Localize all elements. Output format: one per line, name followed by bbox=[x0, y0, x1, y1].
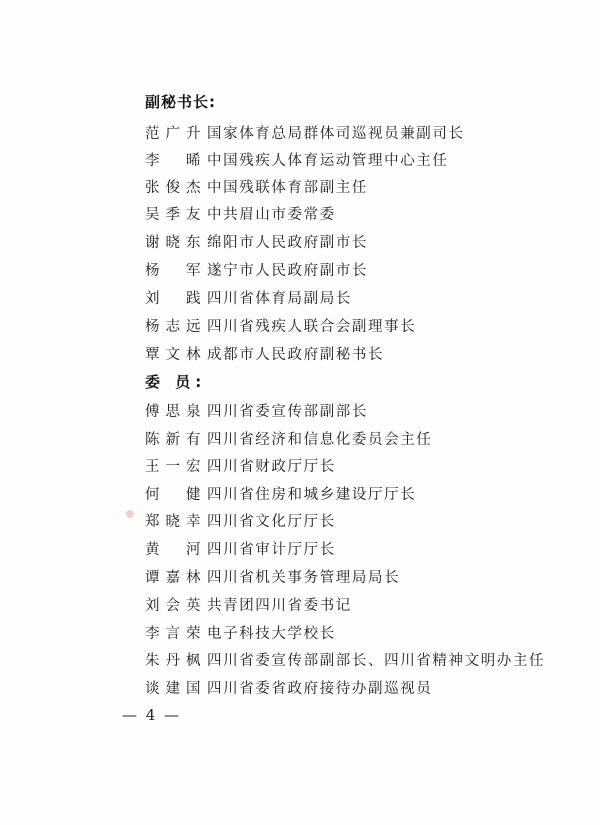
member-name: 王一宏 bbox=[145, 459, 201, 475]
member-title: 共青团四川省委书记 bbox=[207, 598, 352, 614]
member-title: 成都市人民政府副秘书长 bbox=[207, 347, 385, 363]
member-title: 四川省审计厅厅长 bbox=[207, 542, 336, 558]
member-title: 四川省体育局副局长 bbox=[207, 291, 352, 307]
member-title: 遂宁市人民政府副市长 bbox=[207, 263, 368, 279]
member-title: 中共眉山市委常委 bbox=[207, 207, 336, 223]
section-heading-members: 委 员: bbox=[145, 373, 207, 391]
member-title: 国家体育总局群体司巡视员兼副司长 bbox=[207, 126, 465, 142]
member-name: 李言荣 bbox=[145, 626, 201, 642]
member-name: 刘践 bbox=[145, 291, 201, 307]
member-title: 四川省机关事务管理局局长 bbox=[207, 570, 401, 586]
member-title: 四川省住房和城乡建设厅厅长 bbox=[207, 487, 417, 503]
member-name: 李晞 bbox=[145, 153, 201, 169]
member-name: 傅思泉 bbox=[145, 404, 201, 420]
member-name: 陈新有 bbox=[145, 432, 201, 448]
member-name: 范广升 bbox=[145, 126, 201, 142]
member-name: 杨志远 bbox=[145, 319, 201, 335]
member-name: 何健 bbox=[145, 487, 201, 503]
member-name: 谈建国 bbox=[145, 681, 201, 697]
member-name: 杨军 bbox=[145, 263, 201, 279]
member-name: 覃文林 bbox=[145, 347, 201, 363]
member-name: 黄河 bbox=[145, 542, 201, 558]
member-title: 四川省残疾人联合会副理事长 bbox=[207, 319, 417, 335]
member-name: 刘会英 bbox=[145, 598, 201, 614]
member-title: 中国残联体育部副主任 bbox=[207, 180, 368, 196]
member-name: 张俊杰 bbox=[145, 180, 201, 196]
member-title: 四川省文化厅厅长 bbox=[207, 514, 336, 530]
ink-smudge bbox=[126, 510, 134, 518]
member-name: 吴季友 bbox=[145, 207, 201, 223]
member-title: 四川省经济和信息化委员会主任 bbox=[207, 432, 433, 448]
page-number: — 4 — bbox=[122, 706, 182, 724]
member-name: 郑晓幸 bbox=[145, 514, 201, 530]
member-name: 谭嘉林 bbox=[145, 570, 201, 586]
member-title: 四川省委宣传部副部长 bbox=[207, 404, 368, 420]
member-name: 谢晓东 bbox=[145, 235, 201, 251]
member-title: 四川省委省政府接待办副巡视员 bbox=[207, 681, 433, 697]
member-title: 四川省委宣传部副部长、四川省精神文明办主任 bbox=[207, 653, 546, 669]
member-name: 朱丹枫 bbox=[145, 653, 201, 669]
member-title: 四川省财政厅厅长 bbox=[207, 459, 336, 475]
member-title: 绵阳市人民政府副市长 bbox=[207, 235, 368, 251]
section-heading-deputy-secretaries: 副秘书长: bbox=[145, 93, 216, 111]
member-title: 中国残疾人体育运动管理中心主任 bbox=[207, 153, 449, 169]
member-title: 电子科技大学校长 bbox=[207, 626, 336, 642]
